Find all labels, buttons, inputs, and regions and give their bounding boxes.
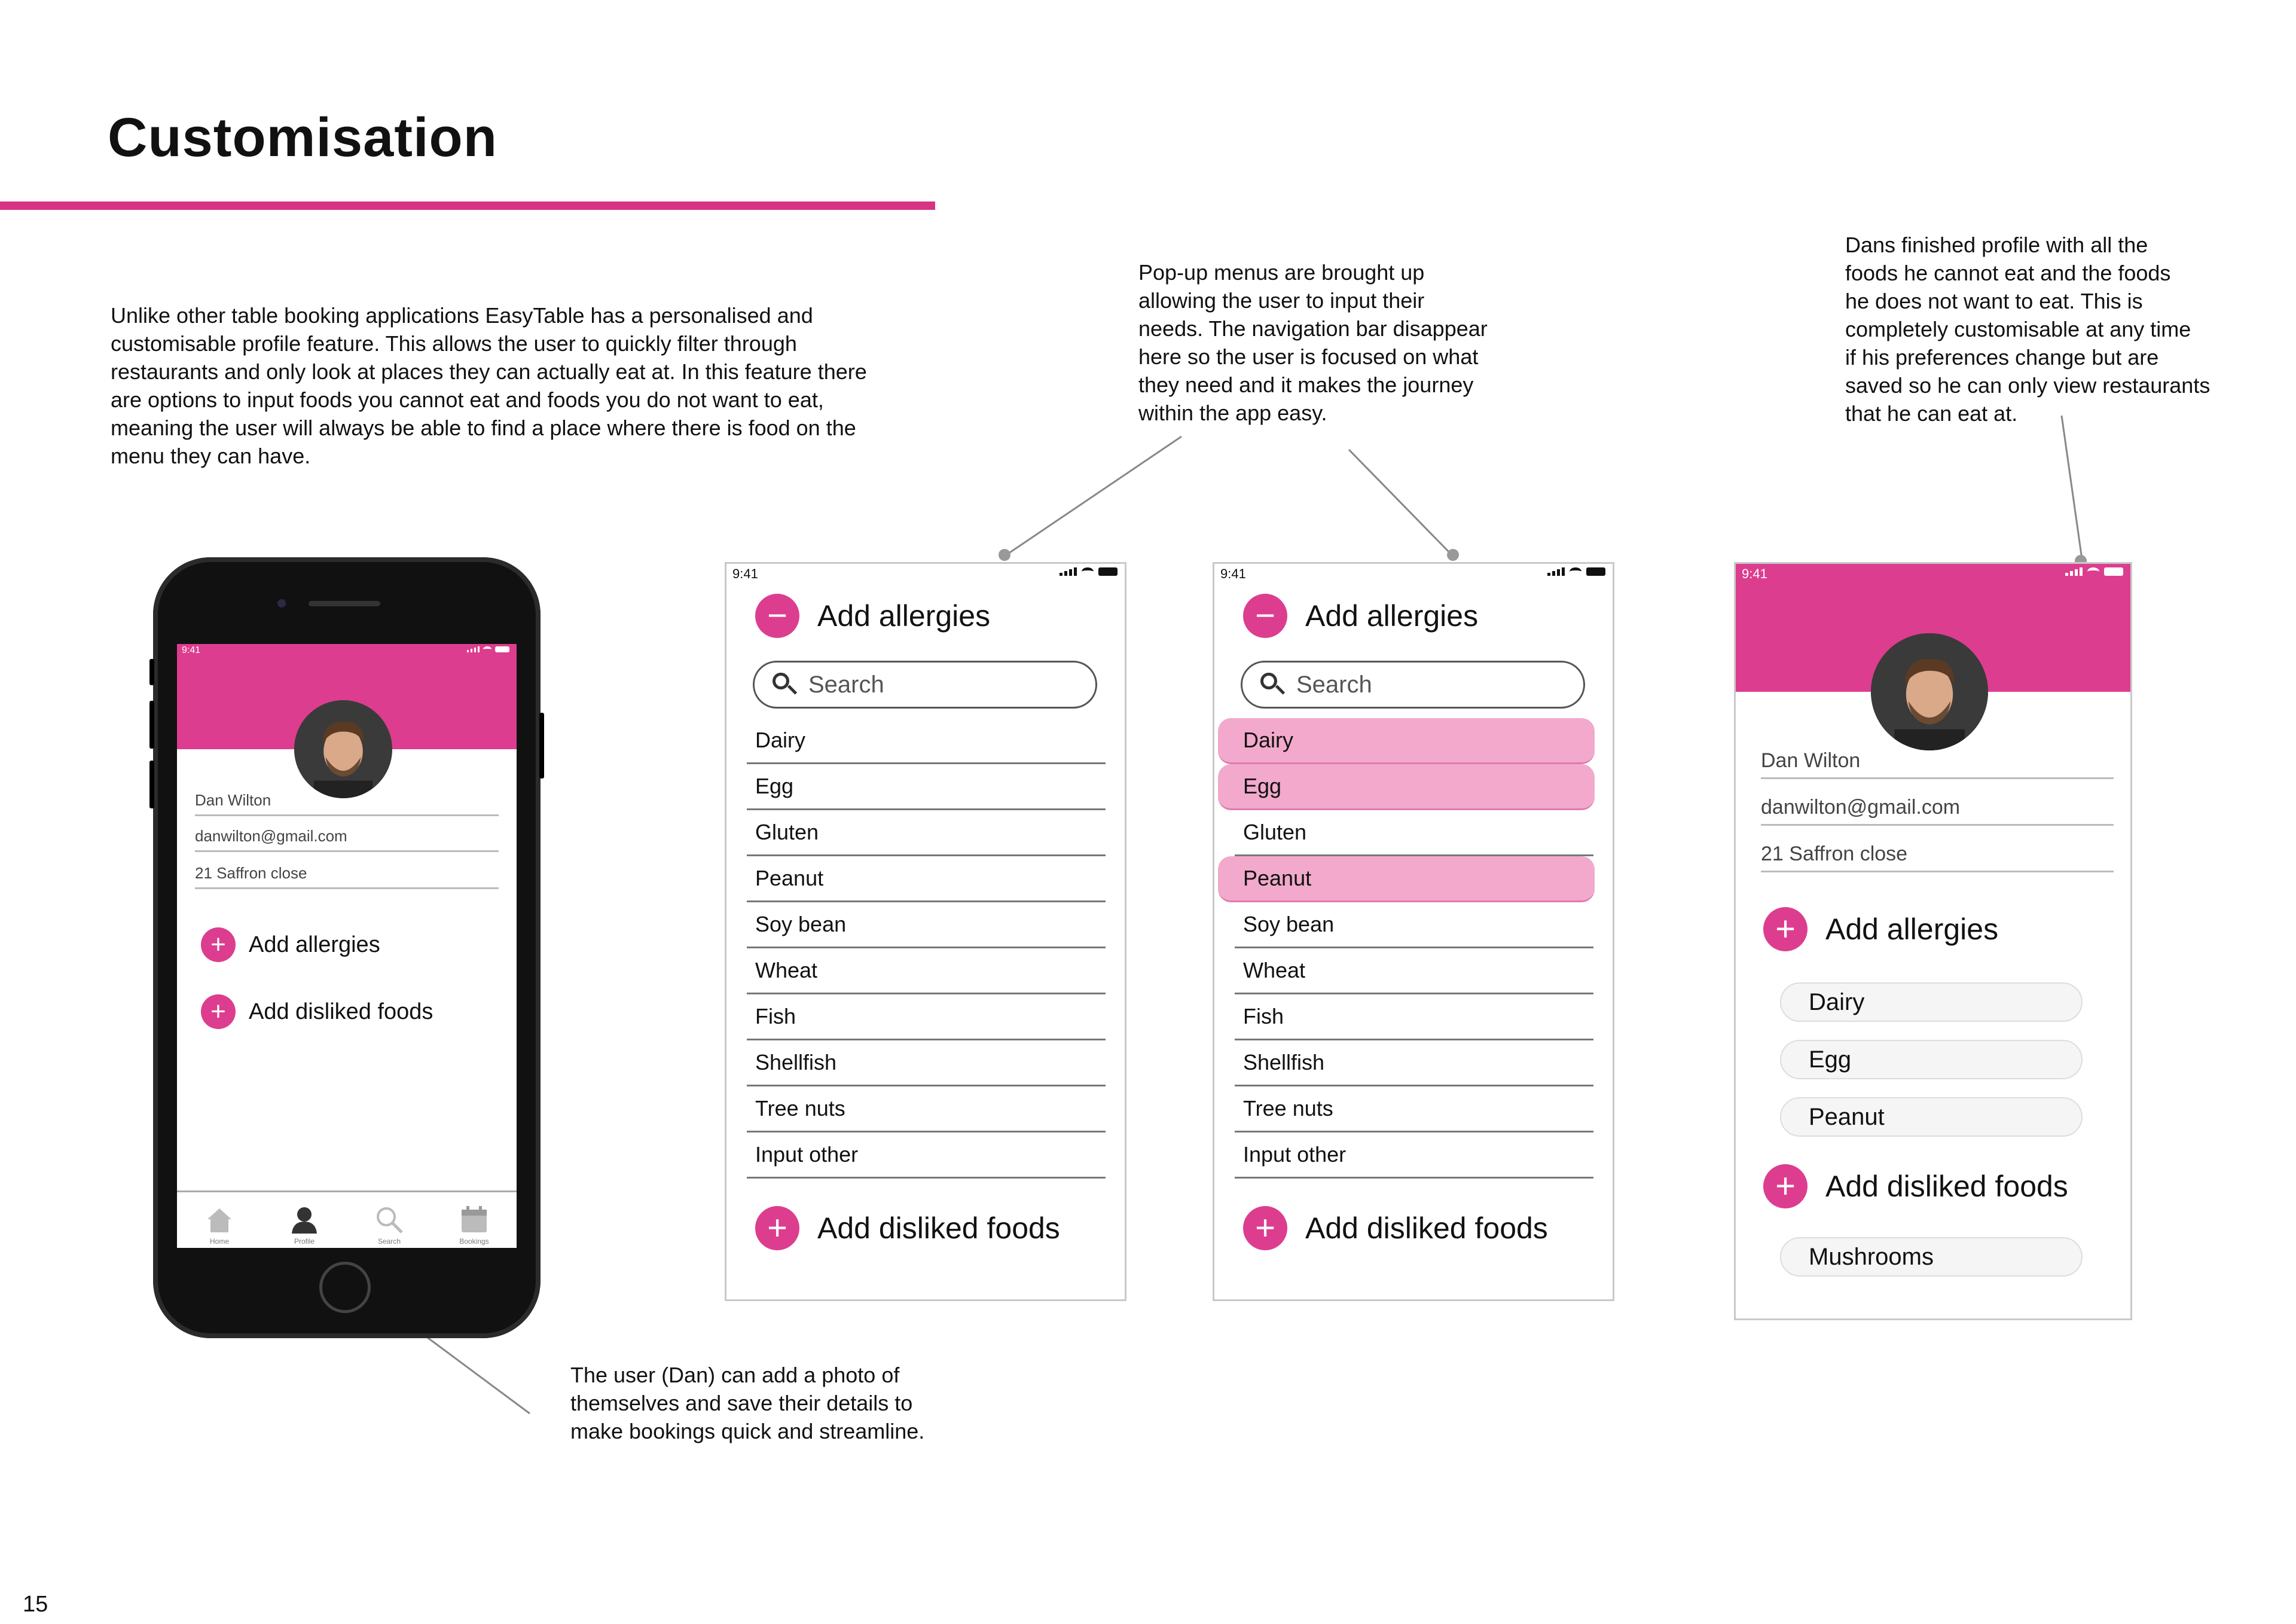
signal-icon [2065, 567, 2083, 576]
list-item[interactable]: Tree nuts [1235, 1086, 1593, 1132]
add-disliked-foods-button[interactable]: + Add disliked foods [755, 1206, 1060, 1250]
signal-icon [1060, 567, 1077, 576]
list-item[interactable]: Soy bean [747, 902, 1106, 948]
profile-icon [289, 1205, 319, 1235]
allergy-chip[interactable]: Dairy [1780, 982, 2083, 1022]
nav-profile[interactable]: Profile [289, 1205, 319, 1246]
volume-button [149, 659, 154, 685]
status-bar [726, 564, 1125, 584]
status-time: 9:41 [1220, 566, 1246, 581]
list-item-selected[interactable]: Peanut [1218, 856, 1595, 902]
list-item[interactable]: Soy bean [1235, 902, 1593, 948]
wifi-icon [2087, 567, 2099, 576]
status-time: 9:41 [182, 645, 201, 655]
list-item[interactable]: Input other [1235, 1132, 1593, 1179]
list-item[interactable]: Wheat [1235, 948, 1593, 994]
wifi-icon [483, 646, 491, 652]
allergy-list [1235, 718, 1593, 1179]
volume-button [149, 761, 154, 808]
list-item[interactable]: Shellfish [747, 1040, 1106, 1086]
wifi-icon [1570, 567, 1581, 576]
search-input[interactable]: Search [753, 661, 1097, 709]
profile-address-field[interactable]: 21 Saffron close [1761, 826, 2114, 872]
profile-name-field[interactable]: Dan Wilton [195, 783, 499, 816]
battery-icon [495, 646, 509, 652]
list-item[interactable]: Input other [747, 1132, 1106, 1179]
allergy-popup-selected-screen [1213, 562, 1614, 1301]
plus-icon: + [1763, 907, 1808, 951]
list-item[interactable]: Wheat [747, 948, 1106, 994]
volume-button [149, 701, 154, 749]
battery-icon [1098, 567, 1118, 576]
bottom-nav-bar [177, 1190, 517, 1248]
plus-icon: + [201, 927, 236, 962]
list-item[interactable]: Fish [747, 994, 1106, 1040]
add-disliked-foods-button[interactable]: + Add disliked foods [201, 994, 433, 1029]
nav-bookings[interactable]: Bookings [459, 1205, 489, 1246]
list-item-selected[interactable]: Egg [1218, 764, 1595, 810]
allergy-chip[interactable]: Egg [1780, 1040, 2083, 1079]
plus-icon: + [201, 994, 236, 1029]
home-icon [204, 1205, 234, 1235]
profile-email-field[interactable]: danwilton@gmail.com [195, 816, 499, 852]
plus-icon: + [755, 1206, 799, 1250]
status-time: 9:41 [1742, 566, 1767, 581]
search-icon [773, 673, 796, 697]
intro-paragraph: Unlike other table booking applications EasyTable has a personalised and customisable profile feature. This allows the user to quickly filter through restaurants and only look at places they can actually eat at. In this feature there are options to input foods you cannot eat and foods you do not want to eat, meaning the user will always be able to find a place where there is food on the menu they can have. [111, 303, 867, 468]
list-item[interactable]: Gluten [1235, 810, 1593, 856]
list-item[interactable]: Tree nuts [747, 1086, 1106, 1132]
allergy-popup-screen [725, 562, 1126, 1301]
minus-icon: − [1243, 594, 1287, 638]
title-underline [0, 202, 935, 210]
status-time: 9:41 [732, 566, 758, 581]
home-button[interactable] [319, 1262, 371, 1313]
nav-home[interactable]: Home [204, 1205, 234, 1246]
annotation-finished-profile: Dans finished profile with all the foods he cannot eat and the foods he does not want to eat. This is completely customisable at any time if his preferences change but are saved so he can only view restaurants that he can eat at. [1845, 233, 2210, 426]
connector-dot [999, 549, 1010, 561]
speaker-grille [309, 601, 380, 606]
nav-search[interactable]: Search [374, 1205, 404, 1246]
add-allergies-button[interactable]: + Add allergies [1763, 907, 1998, 951]
list-item[interactable]: Gluten [747, 810, 1106, 856]
profile-address-field[interactable]: 21 Saffron close [195, 852, 499, 889]
list-item[interactable]: Fish [1235, 994, 1593, 1040]
allergy-list [747, 718, 1106, 1179]
add-allergies-button[interactable]: + Add allergies [201, 927, 380, 962]
avatar[interactable] [1871, 633, 1988, 750]
search-icon [374, 1205, 404, 1235]
list-item[interactable]: Peanut [747, 856, 1106, 902]
allergy-chip[interactable]: Peanut [1780, 1097, 2083, 1137]
battery-icon [2104, 567, 2123, 576]
list-item[interactable]: Shellfish [1235, 1040, 1593, 1086]
add-allergies-header[interactable]: − Add allergies [755, 594, 990, 638]
profile-email-field[interactable]: danwilton@gmail.com [1761, 779, 2114, 826]
battery-icon [1586, 567, 1605, 576]
status-bar [1736, 564, 2130, 584]
plus-icon: + [1763, 1164, 1808, 1208]
page-number: 15 [23, 1592, 48, 1617]
page-title: Customisation [108, 107, 497, 168]
add-disliked-foods-button[interactable]: + Add disliked foods [1763, 1164, 2068, 1208]
plus-icon: + [1243, 1206, 1287, 1250]
add-disliked-foods-button[interactable]: + Add disliked foods [1243, 1206, 1548, 1250]
list-item[interactable]: Dairy [747, 718, 1106, 764]
finished-profile-screen [1734, 562, 2132, 1320]
signal-icon [467, 646, 480, 652]
list-item[interactable]: Egg [747, 764, 1106, 810]
profile-name-field[interactable]: Dan Wilton [1761, 734, 2114, 779]
annotation-popup-menus: Pop-up menus are brought up allowing the user to input their needs. The navigation bar disappear here so the user is focused on what they need and it makes the journey within the app easy. [1138, 260, 1488, 425]
disliked-chip[interactable]: Mushrooms [1780, 1237, 2083, 1277]
search-input[interactable]: Search [1241, 661, 1585, 709]
add-allergies-header[interactable]: − Add allergies [1243, 594, 1478, 638]
status-bar [1214, 564, 1613, 584]
calendar-icon [459, 1205, 489, 1235]
list-item-selected[interactable]: Dairy [1218, 718, 1595, 764]
wifi-icon [1082, 567, 1094, 576]
connector-dot [1447, 549, 1459, 561]
status-bar [177, 644, 517, 658]
phone-device [153, 557, 541, 1338]
search-icon [1260, 673, 1284, 697]
power-button [539, 713, 544, 779]
camera-icon [277, 599, 286, 608]
minus-icon: − [755, 594, 799, 638]
annotation-user-photo: The user (Dan) can add a photo of themselves and save their details to make bookings quick and streamline. [570, 1363, 925, 1443]
user-photo-icon [1871, 633, 1988, 750]
profile-screen [177, 644, 517, 1248]
signal-icon [1547, 567, 1565, 576]
